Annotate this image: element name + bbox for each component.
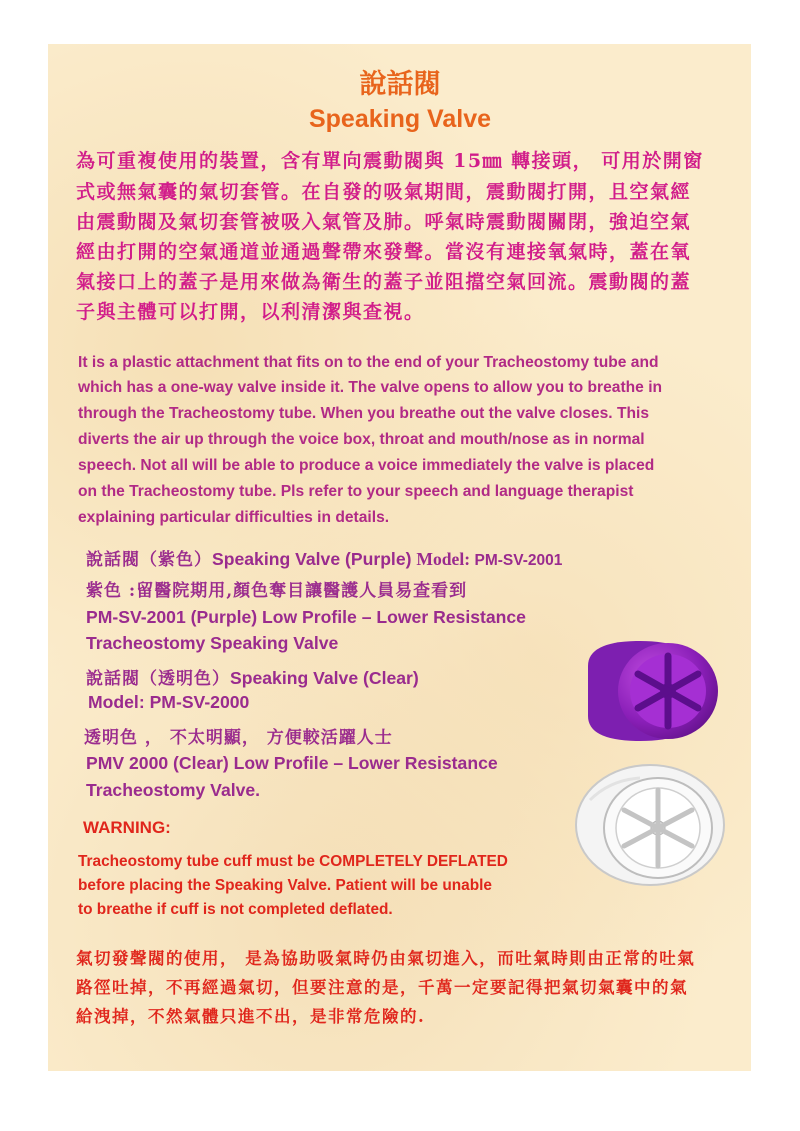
purple-heading-en: Speaking Valve (Purple) [212,549,417,569]
product-clear-heading [86,664,419,689]
intro-zh-line: 氣接口上的蓋子是用來做為衛生的蓋子並阻擋空氣回流。震動閥的蓋 [76,271,692,293]
purple-heading-zh: 說話閥（紫色） [86,550,212,570]
purple-spec-line: PM-SV-2001 (Purple) Low Profile – Lower Resistance [86,607,526,627]
clear-model: Model: PM-SV-2000 [88,692,250,712]
warning-line: Tracheostomy tube cuff must be COMPLETELY DEFLATED [78,853,508,870]
warning-title: WARNING: [83,818,171,837]
footer-zh-line: 路徑吐掉，不再經過氣切，但要注意的是，千萬一定要記得把氣切氣囊中的氣 [76,978,688,997]
product-purple-heading [86,545,562,570]
footer-zh-line: 給洩掉，不然氣體只進不出，是非常危險的. [76,1007,426,1026]
clear-heading-en: Speaking Valve (Clear) [230,668,419,688]
intro-en-line: which has a one-way valve inside it. The valve opens to allow you to breathe in [78,379,663,396]
intro-zh-line: 式或無氣囊的氣切套管。在自發的吸氣期間，震動閥打開，且空氣經 [76,181,692,203]
intro-en-line: on the Tracheostomy tube. Pls refer to your speech and language therapist [78,483,634,500]
title-chinese: 說話閥 [359,69,441,100]
intro-zh-line: 經由打開的空氣通道並通過聲帶來發聲。當沒有連接氧氣時，蓋在氧 [76,241,692,263]
warning-line: to breathe if cuff is not completed deflated. [78,901,393,918]
footer-zh-line: 氣切發聲閥的使用， 是為協助吸氣時仍由氣切進入，而吐氣時則由正常的吐氣 [76,949,696,968]
intro-en-line: It is a plastic attachment that fits on to the end of your Tracheostomy tube and [78,354,659,371]
purple-model: PM-SV-2001 [474,552,563,569]
intro-en-line: through the Tracheostomy tube. When you breathe out the valve closes. This [78,405,649,422]
clear-spec-line: Tracheostomy Valve. [86,780,261,800]
purple-model-label: Model: [416,549,475,569]
clear-description-zh: 透明色 ， 不太明顯， 方便較活躍人士 [84,728,393,748]
clear-heading-zh: 說話閥（透明色） [86,669,230,689]
title-english: Speaking Valve [308,105,492,133]
clear-spec-line: PMV 2000 (Clear) Low Profile – Lower Resistance [86,753,498,773]
intro-en-line: speech. Not all will be able to produce a voice immediately the valve is placed [78,457,655,474]
intro-zh-line: 子與主體可以打開，以利清潔與查視。 [76,301,425,323]
intro-zh-line: 為可重複使用的裝置，含有單向震動閥與 15㎜ 轉接頭， 可用於開窗 [76,150,704,172]
purple-spec-line: Tracheostomy Speaking Valve [86,633,339,653]
intro-en-line: explaining particular difficulties in details. [78,509,390,526]
intro-zh-line: 由震動閥及氣切套管被吸入氣管及肺。呼氣時震動閥關閉，強迫空氣 [76,211,692,233]
purple-description-zh: 紫色 :留醫院期用,顏色奪目讓醫護人員易查看到 [86,581,468,601]
intro-en-line: diverts the air up through the voice box, throat and mouth/nose as in normal [78,431,645,448]
clear-speaking-valve-image [570,760,730,890]
purple-speaking-valve-image [580,636,730,746]
warning-line: before placing the Speaking Valve. Patient will be unable [78,877,492,894]
